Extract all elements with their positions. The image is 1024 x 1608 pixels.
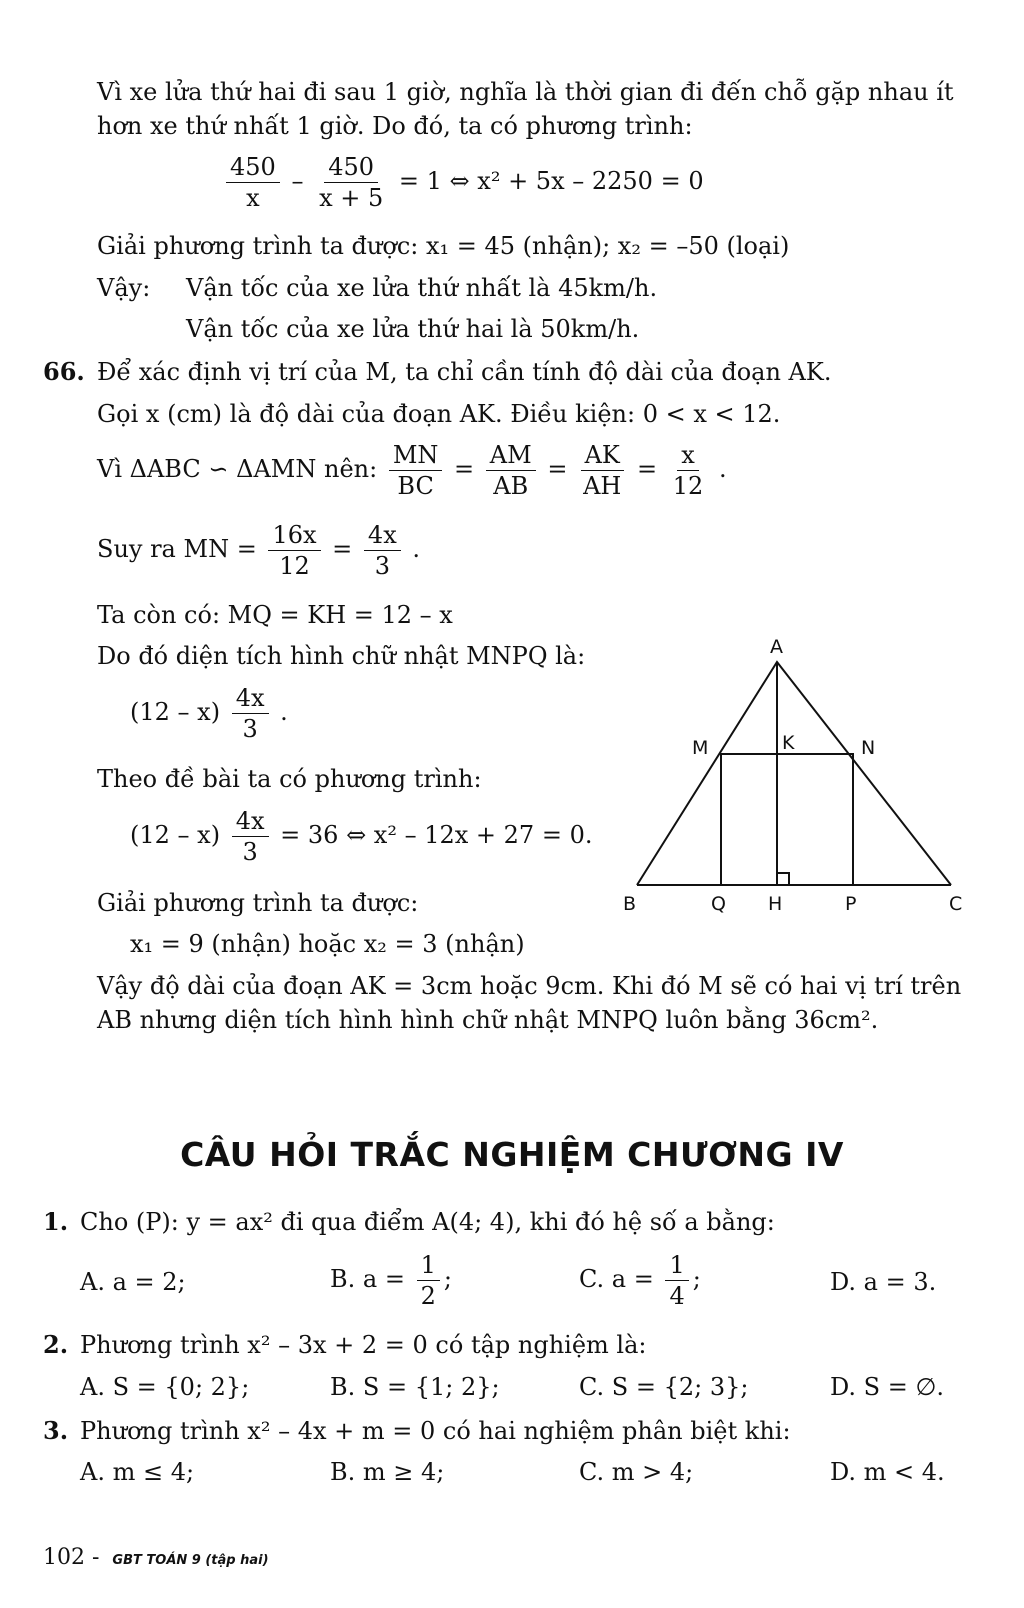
label-p: P <box>845 893 857 915</box>
fraction-16x-12: $\frac{16x}{12}$ <box>268 520 320 581</box>
intro-line-2: hơn xe thứ nhất 1 giờ. Do đó, ta có phương trình: <box>97 112 693 140</box>
fraction-eq2-4x-3: $\frac{4x}{3}$ <box>232 806 269 867</box>
question-1-text: Cho (P): y = ax² đi qua điểm A(4; 4), khi đó hệ số a bằng: <box>80 1208 775 1236</box>
fraction-mn-bc: $\frac{MN}{BC}$ <box>389 440 443 501</box>
area-equation: (12 – x) $\frac{4x}{3}$ = 36 ⇔ x² – 12x + 27 = 0. <box>130 807 593 866</box>
label-h: H <box>768 893 783 915</box>
triangle-sides <box>637 662 951 885</box>
mq-line: Ta còn có: MQ = KH = 12 – x <box>97 601 453 629</box>
question-3-option-b: B. m ≥ 4; <box>330 1458 445 1486</box>
fraction-450-x: $\frac{450}{x}$ <box>226 152 280 213</box>
solve-line: Giải phương trình ta được: <box>97 889 419 917</box>
label-m: M <box>692 737 709 759</box>
area-expression: (12 – x) $\frac{4x}{3}$ . <box>130 684 288 743</box>
label-a: A <box>770 636 783 658</box>
question-2-text: Phương trình x² – 3x + 2 = 0 có tập nghiệm là: <box>80 1331 647 1359</box>
label-q: Q <box>711 893 726 915</box>
question-3-option-a: A. m ≤ 4; <box>80 1458 195 1486</box>
intro-solution-line: Giải phương trình ta được: x₁ = 45 (nhận); x₂ = –50 (loại) <box>97 232 790 260</box>
question-2-number: 2. <box>43 1330 69 1359</box>
fraction-am-ab: $\frac{AM}{AB}$ <box>486 440 536 501</box>
similarity-equation: Vì ΔABC ∽ ΔAMN nên: $\frac{MN}{BC}$ = $\frac{AM}{AB}$ = $\frac{AK}{AH}$ = $\frac{x}{12}$ . <box>97 441 727 500</box>
intro-conclusion-label: Vậy: <box>97 274 151 302</box>
conclusion-line-2: AB nhưng diện tích hình hình chữ nhật MNPQ luôn bằng 36cm². <box>97 1006 879 1034</box>
conclusion-line-1: Vậy độ dài của đoạn AK = 3cm hoặc 9cm. Khi đó M sẽ có hai vị trí trên <box>97 972 962 1000</box>
label-b: B <box>623 893 637 915</box>
fraction-450-x-plus-5: $\frac{450}{x + 5}$ <box>319 153 384 212</box>
question-3-option-d: D. m < 4. <box>830 1458 945 1486</box>
intro-line-1: Vì xe lửa thứ hai đi sau 1 giờ, nghĩa là thời gian đi đến chỗ gặp nhau ít <box>97 78 954 106</box>
question-1-number: 1. <box>43 1207 69 1236</box>
problem-line-2: Gọi x (cm) là độ dài của đoạn AK. Điều kiện: 0 < x < 12. <box>97 400 781 428</box>
question-3-text: Phương trình x² – 4x + m = 0 có hai nghiệm phân biệt khi: <box>80 1417 791 1445</box>
problem-number: 66. <box>43 357 85 386</box>
label-k: K <box>782 732 795 754</box>
label-n: N <box>861 737 876 759</box>
page-footer <box>43 1545 269 1570</box>
intro-conclusion-2: Vận tốc của xe lửa thứ hai là 50km/h. <box>186 315 640 343</box>
roots-line: x₁ = 9 (nhận) hoặc x₂ = 3 (nhận) <box>130 930 525 958</box>
question-1-option-b: B. a = $\frac{1}{2}$ ; <box>330 1251 452 1310</box>
right-angle-mark <box>777 873 789 885</box>
mn-equation: Suy ra MN = $\frac{16x}{12}$ = $\frac{4x}{3}$ . <box>97 521 421 580</box>
theo-line: Theo đề bài ta có phương trình: <box>97 765 482 793</box>
fraction-area-4x-3: $\frac{4x}{3}$ <box>232 683 269 744</box>
question-1-option-a: A. a = 2; <box>80 1268 186 1296</box>
section-heading: CÂU HỎI TRẮC NGHIỆM CHƯƠNG IV <box>180 1135 844 1174</box>
book-title: GBT TOÁN 9 (tập hai) <box>112 1553 269 1568</box>
question-2-option-b: B. S = {1; 2}; <box>330 1373 500 1401</box>
area-line: Do đó diện tích hình chữ nhật MNPQ là: <box>97 642 586 670</box>
triangle-figure <box>615 625 975 925</box>
question-1-option-d: D. a = 3. <box>830 1268 937 1296</box>
fraction-ak-ah: $\frac{AK}{AH}$ <box>579 440 625 501</box>
label-c: C <box>949 893 963 915</box>
question-2-option-d: D. S = ∅. <box>830 1373 944 1401</box>
rectangle-mnpq <box>721 754 853 885</box>
question-2-option-a: A. S = {0; 2}; <box>80 1373 250 1401</box>
page-number: 102 - <box>43 1545 100 1570</box>
question-3-number: 3. <box>43 1416 69 1445</box>
equation-train: $\frac{450}{x}$ – $\frac{450}{x + 5}$ = 1 ⇔ x² + 5x – 2250 = 0 <box>222 152 704 213</box>
problem-line-1: Để xác định vị trí của M, ta chỉ cần tính độ dài của đoạn AK. <box>97 358 832 386</box>
question-2-option-c: C. S = {2; 3}; <box>579 1373 749 1401</box>
question-1-option-c: C. a = $\frac{1}{4}$ ; <box>579 1251 701 1310</box>
fraction-x-12: $\frac{x}{12}$ <box>672 441 704 500</box>
intro-conclusion-1: Vận tốc của xe lửa thứ nhất là 45km/h. <box>186 274 658 302</box>
question-3-option-c: C. m > 4; <box>579 1458 694 1486</box>
fraction-4x-3: $\frac{4x}{3}$ <box>364 520 401 581</box>
